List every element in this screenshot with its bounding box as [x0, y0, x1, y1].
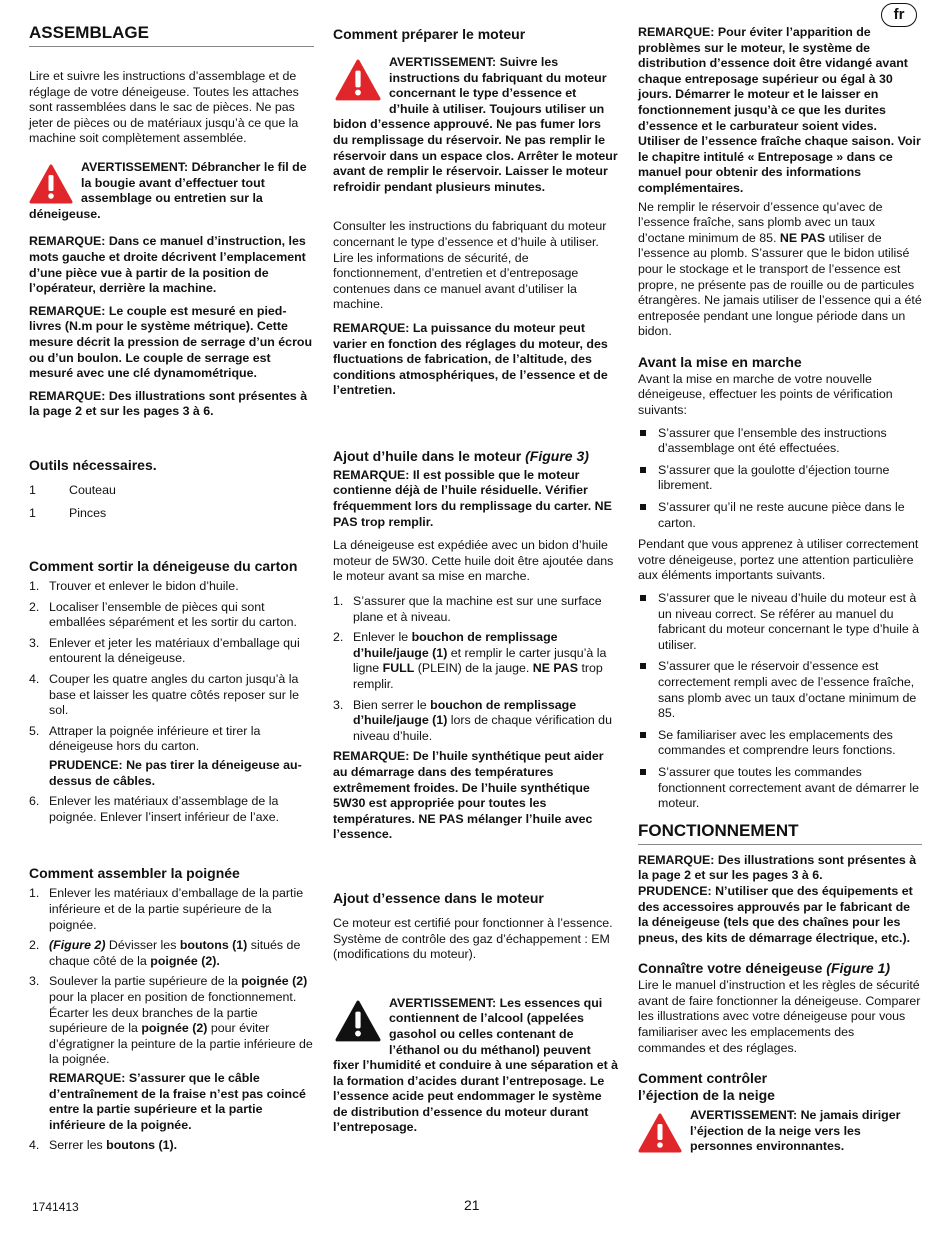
column-left — [29, 22, 314, 1159]
warning-alcohol-fuel: AVERTISSEMENT: Les essences qui contiennent de l’alcool (appelées gasohol ou celles contenant de l’éthanol ou du méthanol) peuvent fixer l’humidité et conduire à une séparation et à la formation d’acides durant l’entreposage. Le l’essence acide peut endommager le système de distribution d’essence du moteur durant l’entreposage. — [333, 995, 619, 1135]
warning-icon — [29, 164, 73, 204]
note-power: REMARQUE: La puissance du moteur peut varier en fonction des réglages du moteur, des fluctuations de fabrication, de l’altitude, des conditions atmosphériques, de l’essence et de l’entretien. — [333, 320, 608, 398]
section-heading-fonctionnement: FONCTIONNEMENT — [638, 820, 922, 845]
tools-heading: Outils nécessaires. — [29, 456, 157, 473]
page-number: 21 — [464, 1197, 480, 1213]
column-right — [638, 22, 922, 1156]
list-item: 6. Enlever les matériaux d’assemblage de la poignée. Enlever l’insert inférieur de l’axe. — [29, 794, 280, 824]
fuel-text: Ce moteur est certifié pour fonctionner à l’essence. Système de contrôle des gaz d’échappement : EM (modifications du moteur). — [333, 915, 613, 962]
warning-fuel-oil: AVERTISSEMENT: Suivre les instructions du fabriquant du moteur concernant le type d’essence et d’huile à utiliser. Toujours utiliser un bidon d’essence approuvé. Ne pas fumer lors du remplissage du réservoir. Ne pas remplir le réservoir dans un espace clos. Arrêter le moteur avant de remplir le réservoir. Laisser le moteur refroidir pendant plusieurs minutes. — [333, 55, 618, 194]
language-badge: fr — [881, 3, 917, 27]
engine-prep-heading: Comment préparer le moteur — [333, 26, 526, 42]
list-item: S’assurer que toutes les commandes fonctionnent correctement avant de démarrer le moteur. — [638, 765, 922, 812]
chute-heading: Comment contrôler l’éjection de la neige — [638, 1070, 775, 1104]
fuel-heading: Ajout d’essence dans le moteur — [333, 889, 544, 906]
list-item: S’assurer que l’ensemble des instructions d’assemblage ont été effectuées. — [638, 426, 922, 457]
list-item: S’assurer que le niveau d’huile du moteur est à un niveau correct. Se référer au manuel du fabricant du moteur concernant le type d’huile à utiliser. — [638, 591, 922, 653]
oil-note-synthetic: REMARQUE: De l’huile synthétique peut aider au démarrage dans des températures extrêmement froides. De l’huile synthétique 5W30 est appropriée pour toutes les températures. NE PAS mélanger l’huile avec l’essence. — [333, 749, 604, 842]
know-heading: Connaître votre déneigeuse (Figure 1) — [638, 960, 891, 977]
list-item: 2. (Figure 2) Dévisser les boutons (1) situés de chaque côté de la poignée (2). — [29, 938, 301, 968]
learn-text: Pendant que vous apprenez à utiliser correctement votre déneigeuse, portez une attention particulière aux éléments importants suivants. — [638, 537, 919, 583]
warning-chute: AVERTISSEMENT: Ne jamais diriger l’éjection de la neige vers les personnes environnantes. — [638, 1108, 922, 1155]
oil-steps — [333, 594, 619, 744]
list-item: 4. Couper les quatre angles du carton jusqu’à la base et laisser les quatre côtés reposer sur le sol. — [29, 672, 300, 718]
fuel-requirements: Ne remplir le réservoir d’essence qu’avec de l’essence fraîche, sans plomb avec un taux d’octane minimum de 85. NE PAS utiliser de l’essence au plomb. S’assurer que le bidon utilisé pour le stockage et le transport de l’essence est propre, ne présente pas de rouille ou de particules étrangères. Ne jamais utiliser de l’essence qui a été entreposée pendant une longue période dans un bidon. — [638, 199, 922, 339]
warning-icon — [638, 1112, 682, 1154]
handle-steps — [29, 886, 314, 1154]
know-text: Lire le manuel d’instruction et les règles de sécurité avant de faire fonctionner la déneigeuse. Comparer les illustrations avec votre déneigeuse pour vous familiariser avec les emplacements des commandes et des réglages. — [638, 978, 921, 1055]
oil-text: La déneigeuse est expédiée avec un bidon d’huile moteur de 5W30. Cette huile doit être ajoutée dans le moteur avant sa mise en marche. — [333, 538, 614, 584]
list-item: 1. Trouver et enlever le bidon d’huile. — [29, 579, 239, 594]
warning-icon — [335, 1000, 381, 1042]
handle-note: REMARQUE: S’assurer que le câble d’entraînement de la fraise n’est pas coincé entre la partie supérieure et la partie inférieure de la poignée. — [49, 1070, 306, 1132]
before-start-heading: Avant la mise en marche — [638, 353, 802, 370]
unbox-caution: PRUDENCE: Ne pas tirer la déneigeuse au-dessus de câbles. — [49, 758, 302, 788]
learn-list — [638, 591, 922, 812]
op-caution: PRUDENCE: N’utiliser que des équipements et des accessoires approuvés par le fabricant de la déneigeuse (tels que des chaînes pour les pneus, des kits de démarrage électrique, etc.). — [638, 883, 913, 945]
consult-text: Consulter les instructions du fabriquant du moteur concernant le type d’essence et d’huile à utiliser. Lire les informations de sécurité, de fonctionnement, d’entretien et d’entreposage contenues dans ce manuel avant d’utiliser la machine. — [333, 219, 607, 312]
list-item: S’assurer que le réservoir d’essence est correctement rempli avec de l’essence fraîche, sans plomb avec un taux d’octane minimum de 85. — [638, 659, 922, 721]
list-item: S’assurer qu’il ne reste aucune pièce dans le carton. — [638, 500, 922, 531]
note-storage: REMARQUE: Pour éviter l’apparition de problèmes sur le moteur, le système de distribution d’essence doit être vidangé avant chaque entreposage supérieur ou égal à 30 jours. Démarrer le moteur et le laisser en fonctionnement jusqu’à ce que les durites d’essence et le carburateur soient vides. Utiliser de l’essence fraîche chaque saison. Voir le chapitre intitulé « Entreposage » dans ce manuel pour obtenir des informations complémentaires. — [638, 25, 921, 195]
list-item: 4. Serrer les boutons (1). — [29, 1138, 178, 1153]
note-torque: REMARQUE: Le couple est mesuré en pied-livres (N.m pour le système métrique). Cette mesure décrit la pression de serrage d’un écrou ou d’un boulon. Le couple de serrage est mesuré avec une clé dynamométrique. — [29, 303, 313, 381]
note-illustrations: REMARQUE: Des illustrations sont présentes à la page 2 et sur les pages 3 à 6. — [29, 388, 308, 419]
handle-heading: Comment assembler la poignée — [29, 865, 240, 882]
tool-item: 1 Pinces — [29, 506, 107, 521]
list-item: 3. Bien serrer le bouchon de remplissage d’huile/jauge (1) lors de chaque vérification du niveau d’huile. — [333, 697, 612, 743]
column-middle — [333, 22, 619, 1136]
list-item: 2. Localiser l’ensemble de pièces qui sont emballées séparément et les sortir du carton. — [29, 599, 297, 630]
op-note: REMARQUE: Des illustrations sont présentes à la page 2 et sur les pages 3 à 6. — [638, 852, 917, 883]
oil-heading: Ajout d’huile dans le moteur (Figure 3) — [333, 447, 589, 464]
list-item: 5. Attraper la poignée inférieure et tirer la déneigeuse hors du carton. PRUDENCE: Ne pas tirer la déneigeuse au-dessus de câbles. — [29, 724, 314, 789]
assembly-intro: Lire et suivre les instructions d’assemblage et de réglage de votre déneigeuse. Toutes les attaches sont rassemblées dans le sac de pièces. Ne pas jeter de pièces ou de matériaux jusqu’à ce que la machine soit complètement assemblée. — [29, 69, 299, 146]
list-item: S’assurer que la goulotte d’éjection tourne librement. — [638, 463, 922, 494]
list-item: 1. Enlever les matériaux d’emballage de la partie inférieure et de la partie supérieure de la poignée. — [29, 886, 304, 932]
warning-icon — [335, 59, 381, 101]
before-start-list — [638, 426, 922, 532]
tool-item: 1 Couteau — [29, 482, 116, 497]
oil-note: REMARQUE: Il est possible que le moteur contienne déjà de l’huile résiduelle. Vérifier fréquemment lors du remplissage du carter. NE PAS trop remplir. — [333, 467, 612, 529]
list-item: Se familiariser avec les emplacements des commandes et comprendre leurs fonctions. — [638, 728, 922, 759]
list-item: 3. Soulever la partie supérieure de la poignée (2) pour la placer en position de fonctionnement. Écarter les deux branches de la partie supérieure de la poignée (2) pour éviter d’égratigner la peinture de la partie inférieure de la poignée. REMARQUE: S’assurer que le câble d’entraînement de la fraise n’est pas coincé entre la partie supérieure et la partie inférieure de la poignée. — [29, 974, 313, 1132]
list-item: 1. S’assurer que la machine est sur une surface plane et à niveau. — [333, 594, 602, 624]
section-heading-assemblage: ASSEMBLAGE — [29, 22, 314, 47]
warning-spark-plug: AVERTISSEMENT: Débrancher le fil de la bougie avant d’effectuer tout assemblage ou entretien sur la déneigeuse. — [29, 159, 307, 221]
before-start-text: Avant la mise en marche de votre nouvelle déneigeuse, effectuer les points de vérification suivants: — [638, 371, 893, 418]
note-left-right: REMARQUE: Dans ce manuel d’instruction, les mots gauche et droite décrivent l’emplacement d’une pièce vue à partir de la position de l’opérateur, derrière la machine. — [29, 234, 306, 296]
list-item: 2. Enlever le bouchon de remplissage d’huile/jauge (1) et remplir le carter jusqu’à la ligne FULL (PLEIN) de la jauge. NE PAS trop remplir. — [333, 630, 607, 691]
unbox-heading: Comment sortir la déneigeuse du carton — [29, 558, 298, 575]
unbox-steps — [29, 579, 314, 825]
tools-list — [29, 483, 314, 522]
list-item: 3. Enlever et jeter les matériaux d’emballage qui entourent la déneigeuse. — [29, 635, 300, 666]
document-number: 1741413 — [32, 1200, 79, 1214]
